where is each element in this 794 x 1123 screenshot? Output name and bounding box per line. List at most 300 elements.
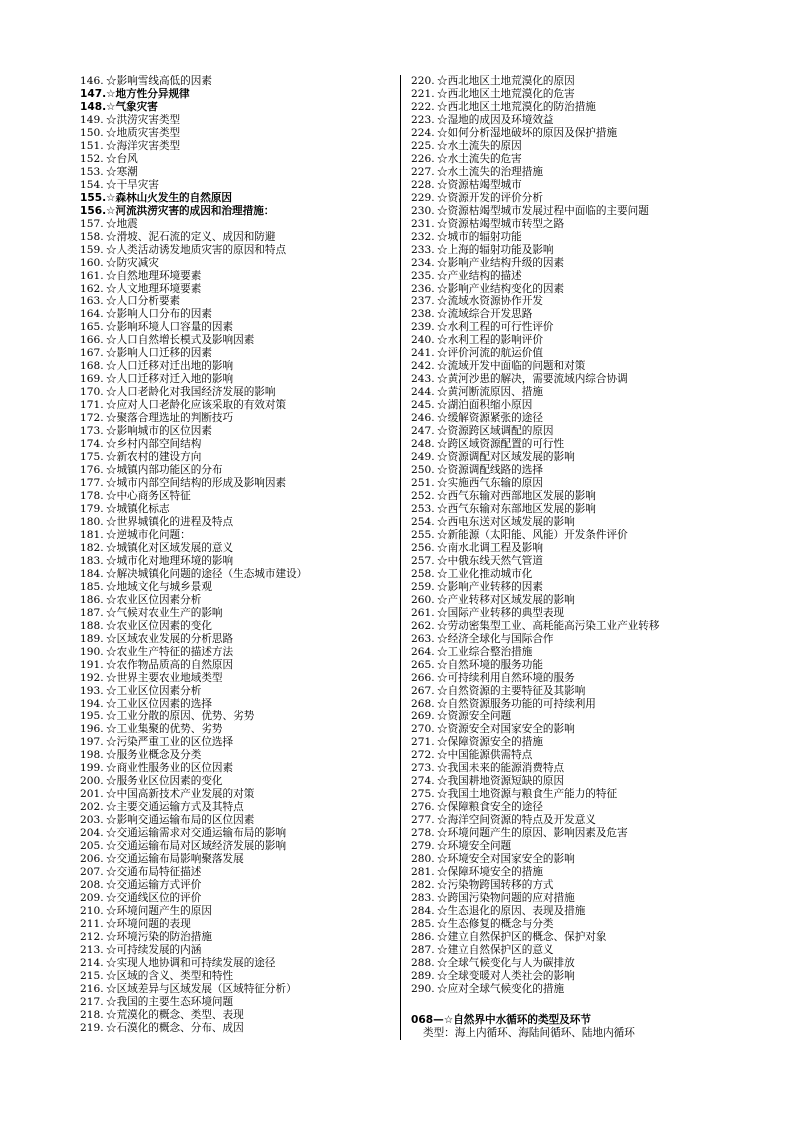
right-item-list (411, 75, 731, 996)
list-item (80, 516, 395, 529)
item-text: ☆产业转移对区域发展的影响 (437, 593, 575, 606)
list-item (411, 801, 731, 814)
item-text: ☆区域农业发展的分析思路 (106, 632, 234, 645)
item-number: 269. (411, 710, 435, 723)
right-column (400, 75, 731, 1040)
item-text: ☆交通运输需求对交通运输布局的影响 (106, 827, 287, 840)
item-number: 155. (80, 191, 107, 204)
item-number: 178. (80, 490, 104, 502)
item-number: 153. (80, 165, 104, 178)
list-item (411, 205, 731, 218)
item-number: 271. (411, 736, 435, 749)
item-number: 169. (80, 373, 104, 386)
item-text: ☆保障粮食安全的途径 (437, 801, 543, 814)
list-item (411, 659, 731, 672)
item-text: ☆跨区域资源配置的可行性 (437, 438, 565, 451)
list-item (80, 736, 395, 749)
item-number: 267. (411, 684, 435, 697)
list-item (411, 866, 731, 879)
item-number: 203. (80, 814, 104, 827)
list-item (80, 503, 395, 516)
item-text: ☆水土流失的治理措施 (437, 165, 543, 178)
list-item (80, 244, 395, 257)
item-text: ☆人口自然增长模式及影响因素 (106, 334, 255, 347)
item-text: ☆西气东输对西部地区发展的影响 (437, 490, 596, 502)
item-text: ☆影响城市的区位因素 (106, 425, 212, 438)
item-number: 206. (80, 853, 104, 866)
item-text: ☆西电东送对区域发展的影响 (437, 515, 575, 528)
item-text: ☆水土流失的原因 (437, 139, 522, 152)
item-number: 240. (411, 334, 435, 347)
item-text: ☆影响交通运输布局的区位因素 (106, 814, 255, 827)
item-text: ☆湖泊面积缩小原因 (437, 399, 533, 412)
list-item (411, 892, 731, 905)
item-number: 216. (80, 982, 104, 995)
item-number: 282. (411, 879, 435, 892)
item-text: ☆保障环境安全的措施 (437, 866, 543, 879)
item-number: 272. (411, 749, 435, 762)
item-text: ☆城镇化标志 (106, 502, 170, 515)
item-number: 253. (411, 502, 435, 515)
list-item (411, 412, 731, 425)
item-text: ☆森林山火发生的自然原因 (106, 191, 233, 204)
item-text: ☆地质灾害类型 (106, 126, 181, 139)
list-item (411, 153, 731, 166)
item-text: ☆城市的辐射功能 (437, 230, 522, 243)
list-item (411, 451, 731, 464)
item-text: ☆我国耕地资源短缺的原因 (437, 775, 565, 788)
list-item (80, 127, 395, 140)
list-item (80, 996, 395, 1009)
item-number: 148. (80, 100, 107, 113)
list-item (80, 88, 395, 101)
item-number: 174. (80, 438, 104, 451)
item-text: ☆如何分析湿地破坏的原因及保护措施 (437, 126, 618, 139)
item-number: 254. (411, 515, 435, 528)
item-text: ☆交通运输布局对区域经济发展的影响 (106, 840, 287, 853)
item-text: ☆影响产业转移的因素 (437, 580, 543, 593)
item-text: ☆建立自然保护区的概念、保护对象 (437, 930, 607, 943)
item-text: ☆流域综合开发思路 (437, 308, 533, 321)
item-number: 192. (80, 671, 104, 684)
item-text: ☆世界城镇化的进程及特点 (106, 515, 234, 528)
list-item (80, 295, 395, 308)
item-number: 258. (411, 567, 435, 580)
item-number: 164. (80, 308, 104, 321)
item-number: 147. (80, 87, 107, 100)
item-number: 247. (411, 425, 435, 438)
item-text: ☆解决城镇化问题的途径（生态城市建设） (106, 567, 308, 580)
item-number: 156. (80, 204, 107, 217)
list-item (411, 438, 731, 451)
item-text: ☆影响人口迁移的因素 (106, 347, 212, 360)
item-number: 244. (411, 386, 435, 399)
item-text: ☆劳动密集型工业、高耗能高污染工业产业转移 (437, 619, 660, 632)
item-number: 146. (80, 75, 104, 87)
list-item (411, 127, 731, 140)
list-item (80, 140, 395, 153)
list-item (80, 840, 395, 853)
item-text: ☆区域差异与区域发展（区域特征分析） (106, 982, 297, 995)
item-text: ☆资源枯竭型城市发展过程中面临的主要问题 (437, 204, 649, 217)
list-item (411, 944, 731, 957)
item-number: 285. (411, 917, 435, 930)
item-text: ☆环境问题产生的原因 (106, 905, 212, 917)
list-item (80, 114, 395, 127)
item-text: ☆资源调配线路的选择 (437, 464, 543, 477)
list-item (411, 931, 731, 944)
list-item (411, 360, 731, 373)
list-item (411, 555, 731, 568)
item-text: ☆工业综合整治措施 (437, 645, 533, 658)
list-item (80, 529, 395, 542)
section-subtitle: 类型：海上内循环、海陆间循环、陆地内循环 (423, 1026, 635, 1039)
item-number: 182. (80, 541, 104, 554)
item-text: ☆保障资源安全的措施 (437, 736, 543, 749)
list-item (80, 1022, 395, 1035)
list-item (80, 788, 395, 801)
list-item (411, 218, 731, 231)
list-item (80, 775, 395, 788)
item-number: 237. (411, 295, 435, 308)
item-number: 245. (411, 399, 435, 412)
item-text: ☆我国未来的能源消费特点 (437, 762, 565, 775)
list-item (411, 283, 731, 296)
item-text: ☆主要交通运输方式及其特点 (106, 801, 244, 814)
item-text: ☆缓解资源紧张的途径 (437, 412, 543, 425)
item-text: ☆影响产业结构变化的因素 (437, 282, 565, 295)
item-text: ☆环境问题产生的原因、影响因素及危害 (437, 827, 628, 840)
item-text: ☆海洋空间资源的特点及开发意义 (437, 814, 596, 827)
item-text: ☆经济全球化与国际合作 (437, 632, 554, 645)
item-number: 209. (80, 892, 104, 905)
list-item (411, 542, 731, 555)
item-number: 210. (80, 905, 104, 917)
item-number: 166. (80, 334, 104, 347)
list-item (411, 490, 731, 503)
item-number: 152. (80, 152, 104, 165)
item-number: 274. (411, 775, 435, 788)
item-text: ☆我国的主要生态环境问题 (106, 995, 234, 1008)
item-text: ☆资源安全对国家安全的影响 (437, 723, 575, 736)
item-number: 266. (411, 671, 435, 684)
item-number: 289. (411, 969, 435, 982)
item-number: 196. (80, 723, 104, 736)
item-text: ☆人口老龄化对我国经济发展的影响 (106, 386, 276, 399)
item-number: 233. (411, 243, 435, 256)
item-text: ☆可持续利用自然环境的服务 (437, 671, 575, 684)
list-item (80, 983, 395, 996)
item-text: ☆流域水资源协作开发 (437, 295, 543, 308)
item-number: 255. (411, 528, 435, 541)
item-number: 185. (80, 580, 104, 593)
item-number: 238. (411, 308, 435, 321)
item-number: 181. (80, 528, 104, 541)
item-number: 223. (411, 113, 435, 126)
list-item (80, 257, 395, 270)
item-number: 231. (411, 217, 435, 230)
list-item (411, 334, 731, 347)
item-text: ☆寒潮 (106, 165, 138, 178)
item-text: ☆环境污染的防治措施 (106, 930, 212, 943)
list-item (80, 75, 395, 88)
item-number: 250. (411, 464, 435, 477)
item-text: ☆交通运输布局影响聚落发展 (106, 853, 244, 866)
item-text: ☆生态退化的原因、表现及措施 (437, 905, 586, 917)
list-item (411, 244, 731, 257)
item-text: ☆城市内部空间结构的形成及影响因素 (106, 477, 287, 490)
item-number: 278. (411, 827, 435, 840)
item-text: ☆人类活动诱发地质灾害的原因和特点 (106, 243, 287, 256)
item-number: 171. (80, 399, 104, 412)
item-number: 270. (411, 723, 435, 736)
list-item (80, 581, 395, 594)
item-text: ☆人口迁移对迁入地的影响 (106, 373, 234, 386)
item-number: 290. (411, 982, 435, 995)
item-number: 241. (411, 347, 435, 360)
item-text: ☆实施西气东输的原因 (437, 477, 543, 490)
item-number: 283. (411, 892, 435, 905)
item-number: 149. (80, 113, 104, 126)
list-item (80, 905, 395, 918)
item-text: ☆服务业概念及分类 (106, 749, 202, 762)
list-item (80, 218, 395, 231)
list-item (411, 646, 731, 659)
item-number: 217. (80, 995, 104, 1008)
list-item (80, 710, 395, 723)
list-item (411, 594, 731, 607)
item-number: 249. (411, 451, 435, 464)
list-item (80, 477, 395, 490)
list-item (411, 399, 731, 412)
item-number: 226. (411, 152, 435, 165)
item-text: ☆台风 (106, 152, 138, 165)
item-number: 227. (411, 165, 435, 178)
list-item (411, 905, 731, 918)
list-item (411, 308, 731, 321)
list-item (411, 814, 731, 827)
item-number: 205. (80, 840, 104, 853)
item-number: 177. (80, 477, 104, 490)
list-item (80, 490, 395, 503)
item-text: ☆逆城市化问题： (106, 528, 191, 541)
list-item (411, 723, 731, 736)
item-text: ☆地震 (106, 217, 138, 230)
item-text: ☆农作物品质高的自然原因 (106, 658, 234, 671)
list-item (411, 853, 731, 866)
list-item (411, 581, 731, 594)
item-number: 280. (411, 853, 435, 866)
item-text: ☆自然资源服务功能的可持续利用 (437, 697, 596, 710)
list-item (411, 840, 731, 853)
item-number: 234. (411, 256, 435, 269)
list-item (411, 192, 731, 205)
list-item (411, 788, 731, 801)
list-item (80, 568, 395, 581)
list-item (411, 347, 731, 360)
list-item (80, 931, 395, 944)
list-item (80, 594, 395, 607)
section-block (411, 1014, 731, 1040)
list-item (411, 386, 731, 399)
item-text: ☆环境安全对国家安全的影响 (437, 853, 575, 866)
list-item (80, 646, 395, 659)
item-text: ☆工业化推动城市化 (437, 567, 533, 580)
item-text: ☆人文地理环境要素 (106, 282, 202, 295)
list-item (411, 295, 731, 308)
item-text: ☆自然环境的服务功能 (437, 658, 543, 671)
item-text: ☆海洋灾害类型 (106, 139, 181, 152)
item-text: ☆中国高新技术产业发展的对策 (106, 788, 255, 801)
list-item (80, 866, 395, 879)
item-number: 176. (80, 464, 104, 477)
item-text: ☆农业区位因素的变化 (106, 619, 212, 632)
list-item (80, 879, 395, 892)
item-text: ☆跨国污染物问题的应对措施 (437, 892, 575, 905)
item-number: 273. (411, 762, 435, 775)
item-text: ☆中俄东线天然气管道 (437, 554, 543, 567)
list-item (411, 114, 731, 127)
item-number: 194. (80, 697, 104, 710)
item-text: ☆荒漠化的概念、类型、表现 (106, 1008, 244, 1021)
item-text: ☆南水北调工程及影响 (437, 541, 543, 554)
item-text: ☆区域的含义、类型和特性 (106, 969, 234, 982)
item-number: 198. (80, 749, 104, 762)
item-number: 251. (411, 477, 435, 490)
list-item (411, 957, 731, 970)
item-number: 195. (80, 710, 104, 723)
item-number: 179. (80, 502, 104, 515)
item-text: ☆资源跨区域调配的原因 (437, 425, 554, 438)
list-item (411, 75, 731, 88)
item-text: ☆人口分析要素 (106, 295, 181, 308)
list-item (411, 529, 731, 542)
item-text: ☆上海的辐射功能及影响 (437, 243, 554, 256)
item-number: 276. (411, 801, 435, 814)
item-number: 207. (80, 866, 104, 879)
item-number: 261. (411, 606, 435, 619)
item-text: ☆新能源（太阳能、风能）开发条件评价 (437, 528, 628, 541)
list-item (80, 321, 395, 334)
item-text: ☆滑坡、泥石流的定义、成因和防避 (106, 230, 276, 243)
item-number: 279. (411, 840, 435, 853)
item-number: 214. (80, 956, 104, 969)
item-text: ☆资源枯竭型城市转型之路 (437, 217, 565, 230)
item-number: 161. (80, 269, 104, 282)
item-number: 268. (411, 697, 435, 710)
list-item (411, 762, 731, 775)
list-item (80, 438, 395, 451)
item-number: 262. (411, 619, 435, 632)
list-item (411, 516, 731, 529)
list-item (80, 451, 395, 464)
item-number: 208. (80, 879, 104, 892)
item-text: ☆商业性服务业的区位因素 (106, 762, 234, 775)
list-item (411, 321, 731, 334)
item-number: 167. (80, 347, 104, 360)
list-item (411, 620, 731, 633)
item-text: ☆影响产业结构升级的因素 (437, 256, 565, 269)
list-item (80, 723, 395, 736)
item-text: ☆中心商务区特征 (106, 490, 191, 502)
list-item (411, 101, 731, 114)
item-number: 160. (80, 256, 104, 269)
item-number: 165. (80, 321, 104, 334)
list-item (80, 153, 395, 166)
item-text: ☆全球变暖对人类社会的影响 (437, 969, 575, 982)
item-number: 186. (80, 593, 104, 606)
list-item (80, 1009, 395, 1022)
list-item (80, 412, 395, 425)
item-text: ☆西北地区土地荒漠化的原因 (437, 75, 575, 87)
item-number: 218. (80, 1008, 104, 1021)
list-item (411, 568, 731, 581)
item-number: 275. (411, 788, 435, 801)
list-item (411, 685, 731, 698)
item-text: ☆污染严重工业的区位选择 (106, 736, 234, 749)
item-number: 180. (80, 515, 104, 528)
item-number: 151. (80, 139, 104, 152)
item-text: ☆石漠化的概念、分布、成因 (106, 1021, 244, 1034)
item-text: ☆水利工程的可行性评价 (437, 321, 554, 334)
item-text: ☆资源调配对区域发展的影响 (437, 451, 575, 464)
list-item (80, 360, 395, 373)
list-item (411, 775, 731, 788)
list-item (411, 88, 731, 101)
item-text: ☆工业分散的原因、优势、劣势 (106, 710, 255, 723)
item-text: ☆新农村的建设方向 (106, 451, 202, 464)
item-number: 225. (411, 139, 435, 152)
item-number: 222. (411, 100, 435, 113)
list-item (80, 633, 395, 646)
item-number: 221. (411, 87, 435, 100)
item-text: ☆影响环境人口容量的因素 (106, 321, 234, 334)
item-text: ☆气候对农业生产的影响 (106, 606, 223, 619)
list-item (80, 801, 395, 814)
list-item (80, 386, 395, 399)
item-text: ☆农业生产特征的描述方法 (106, 645, 234, 658)
list-item (80, 192, 395, 205)
item-text: ☆资源枯竭型城市 (437, 178, 522, 191)
item-number: 265. (411, 658, 435, 671)
item-text: ☆可持续发展的内涵 (106, 943, 202, 956)
list-item (80, 970, 395, 983)
item-text: ☆影响雪线高低的因素 (106, 75, 212, 87)
item-number: 239. (411, 321, 435, 334)
item-text: ☆人口迁移对迁出地的影响 (106, 360, 234, 373)
item-text: ☆河流洪涝灾害的成因和治理措施： (106, 204, 275, 217)
item-text: ☆国际产业转移的典型表现 (437, 606, 565, 619)
item-number: 246. (411, 412, 435, 425)
item-number: 264. (411, 645, 435, 658)
list-item (80, 672, 395, 685)
item-number: 287. (411, 943, 435, 956)
item-number: 277. (411, 814, 435, 827)
item-number: 252. (411, 490, 435, 502)
item-number: 211. (80, 917, 104, 930)
list-item (411, 749, 731, 762)
list-item (411, 166, 731, 179)
item-text: ☆城市化对地理环境的影响 (106, 554, 234, 567)
list-item (80, 957, 395, 970)
item-number: 202. (80, 801, 104, 814)
item-number: 215. (80, 969, 104, 982)
item-number: 204. (80, 827, 104, 840)
item-number: 220. (411, 75, 435, 87)
item-number: 183. (80, 554, 104, 567)
item-text: ☆地方性分异规律 (106, 87, 190, 100)
item-text: ☆工业集聚的优势、劣势 (106, 723, 223, 736)
